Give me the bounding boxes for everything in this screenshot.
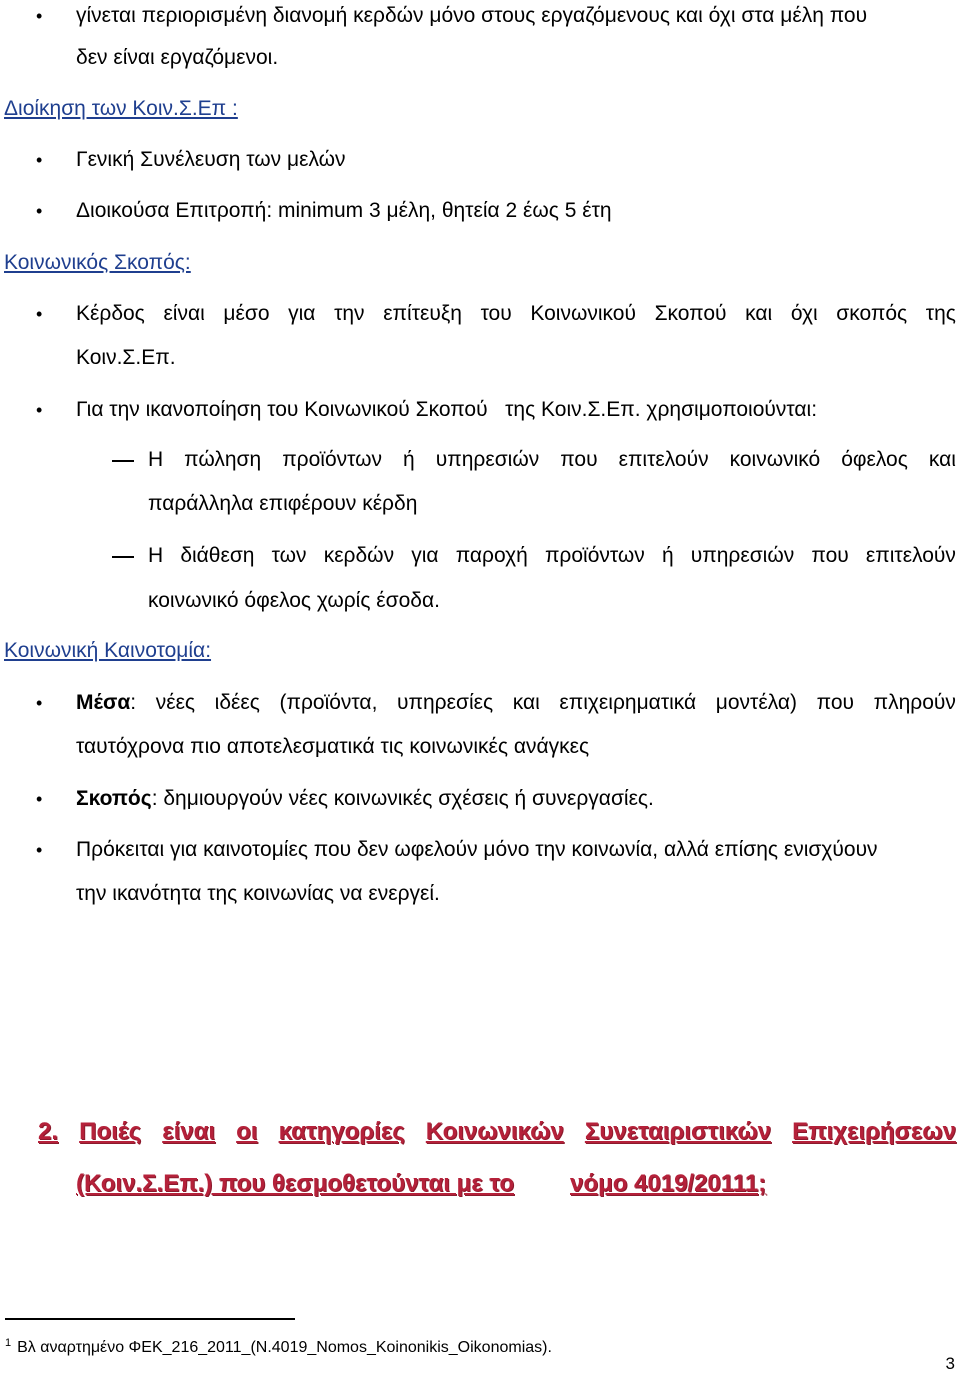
word: κατηγορίες <box>278 1118 405 1145</box>
word: μοντέλα) <box>715 691 798 714</box>
text-line <box>76 785 654 813</box>
bullet-marker: • <box>36 840 43 860</box>
governance-item: Διοικούσα Επιτροπή: minimum 3 μέλη, θητεία 2 έως 5 έτη <box>76 199 612 222</box>
section-2-heading <box>38 1116 956 1148</box>
word: όχι <box>790 302 818 325</box>
word: μέσο <box>223 302 270 325</box>
justified-line <box>148 446 956 474</box>
section-2-heading-line2-law: νόμο 4019/20111; <box>570 1170 767 1197</box>
word: είναι <box>163 302 205 325</box>
governance-item: Γενική Συνέλευση των μελών <box>76 148 346 171</box>
text-line: Κοιν.Σ.Επ. <box>76 346 176 369</box>
bullet-marker: • <box>36 789 43 809</box>
word: επιτελούν <box>618 448 709 471</box>
word: για <box>288 302 316 325</box>
text-line: κοινωνικό όφελος χωρίς έσοδα. <box>148 589 440 612</box>
governance-heading: Διοίκηση των Κοιν.Σ.Επ : <box>4 97 238 120</box>
bullet-marker: • <box>36 6 43 26</box>
word: προϊόντων <box>544 544 645 567</box>
footnote-marker: 1 <box>5 1337 12 1349</box>
word: οι <box>236 1118 258 1145</box>
word: Η <box>148 544 164 567</box>
word: και <box>512 691 540 714</box>
word: όφελος <box>841 448 908 471</box>
word: Η <box>148 448 164 471</box>
footnote <box>5 1332 552 1359</box>
word: και <box>745 302 773 325</box>
word: της <box>925 302 956 325</box>
bullet-marker: • <box>36 693 43 713</box>
bullet-marker: • <box>36 400 43 420</box>
word: νέες <box>155 691 196 714</box>
text-line: Πρόκειται για καινοτομίες που δεν ωφελούν μόνο την κοινωνία, αλλά επίσης ενισχύουν <box>76 838 878 861</box>
section-2-heading-line2: (Κοιν.Σ.Επ.) που θεσμοθετούνται με το <box>76 1170 514 1197</box>
word: προϊόντων <box>282 448 383 471</box>
word: υπηρεσιών <box>690 544 795 567</box>
footnote-text: Βλ αναρτημένο ΦΕΚ_216_2011_(Ν.4019_Nomos_Koinonikis_Oikonomias). <box>17 1339 552 1356</box>
dash-marker <box>112 460 134 462</box>
word: διάθεση <box>180 544 255 567</box>
word: που <box>816 691 855 714</box>
word: που <box>560 448 598 471</box>
word: επιχειρηματικά <box>559 691 697 714</box>
social-innovation-heading: Κοινωνική Καινοτομία: <box>4 639 212 662</box>
purpose-text: : δημιουργούν νέες κοινωνικές σχέσεις ή συνεργασίες. <box>151 787 654 810</box>
word: 2. <box>38 1118 59 1145</box>
page-number: 3 <box>945 1354 955 1373</box>
word: υπηρεσίες <box>397 691 494 714</box>
word: ή <box>661 544 674 567</box>
means-label: Μέσα <box>76 691 131 714</box>
word: (προϊόντα, <box>279 691 378 714</box>
word: παροχή <box>455 544 528 567</box>
word: ιδέες <box>214 691 260 714</box>
justified-line <box>148 542 956 570</box>
bullet-marker: • <box>36 304 43 324</box>
purpose-label: Σκοπός <box>76 787 152 810</box>
word: κερδών <box>323 544 395 567</box>
word: Κοινωνικών <box>425 1118 564 1145</box>
word: είναι <box>162 1118 216 1145</box>
text-line: ταυτόχρονα πιο αποτελεσματικά τις κοινωνικές ανάγκες <box>76 735 590 758</box>
word: την <box>334 302 365 325</box>
word: για <box>411 544 439 567</box>
word <box>76 689 136 717</box>
text-line: γίνεται περιορισμένη διανομή κερδών μόνο στους εργαζόμενους και όχι στα μέλη που <box>76 4 868 27</box>
word: Κοινωνικού <box>530 302 636 325</box>
word: πληρούν <box>873 691 956 714</box>
text-line: Για την ικανοποίηση του Κοινωνικού Σκοπού της Κοιν.Σ.Επ. χρησιμοποιούνται: <box>76 398 818 421</box>
bullet-marker: • <box>36 201 43 221</box>
word: και <box>928 448 956 471</box>
word: Κέρδος <box>76 302 145 325</box>
colon: : <box>130 691 137 714</box>
text-line: δεν είναι εργαζόμενοι. <box>76 46 279 69</box>
text-line: την ικανότητα της κοινωνίας να ενεργεί. <box>76 882 440 905</box>
word: επίτευξη <box>383 302 462 325</box>
bullet-marker: • <box>36 150 43 170</box>
word: που <box>811 544 849 567</box>
word: κοινωνικό <box>729 448 821 471</box>
word: σκοπός <box>836 302 908 325</box>
word: των <box>271 544 307 567</box>
justified-line <box>76 689 956 717</box>
word: του <box>480 302 512 325</box>
word: Συνεταιριστικών <box>584 1118 771 1145</box>
word: Σκοπού <box>654 302 727 325</box>
text-line: παράλληλα επιφέρουν κέρδη <box>148 492 418 515</box>
word: ή <box>403 448 415 471</box>
word: Ποιές <box>79 1118 142 1145</box>
word: πώληση <box>184 448 262 471</box>
word: επιτελούν <box>865 544 956 567</box>
dash-marker <box>112 556 134 558</box>
justified-words <box>76 689 956 717</box>
justified-line <box>76 300 956 328</box>
social-purpose-heading: Κοινωνικός Σκοπός: <box>4 251 191 274</box>
footnote-separator <box>5 1318 295 1320</box>
word: Επιχειρήσεων <box>792 1118 956 1145</box>
word: υπηρεσιών <box>435 448 540 471</box>
